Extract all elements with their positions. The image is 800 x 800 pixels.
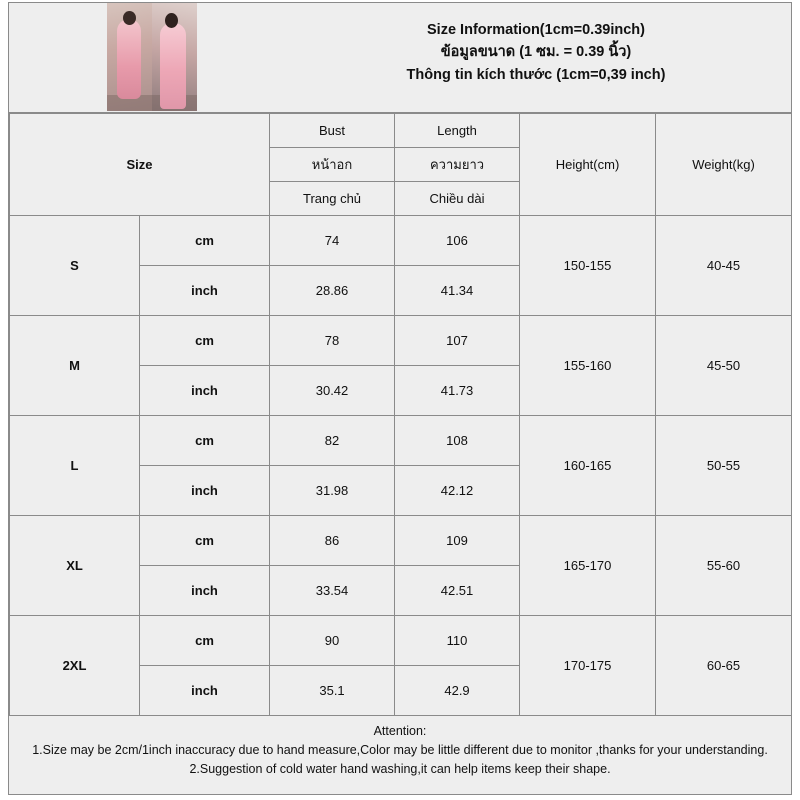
length-inch: 42.12 — [395, 466, 520, 516]
header-height: Height(cm) — [520, 114, 656, 216]
header-bust-vi: Trang chủ — [270, 182, 395, 216]
attention-line-2: 2.Suggestion of cold water hand washing,it can help items keep their shape. — [189, 761, 611, 776]
weight-range: 50-55 — [656, 416, 792, 516]
row-size-label: 2XL — [10, 616, 140, 716]
bust-inch: 33.54 — [270, 566, 395, 616]
unit-cm: cm — [140, 616, 270, 666]
row-size-label: L — [10, 416, 140, 516]
model-head-left — [123, 11, 136, 25]
length-cm: 107 — [395, 316, 520, 366]
height-range: 170-175 — [520, 616, 656, 716]
header-length-en: Length — [395, 114, 520, 148]
height-range: 160-165 — [520, 416, 656, 516]
length-inch: 41.34 — [395, 266, 520, 316]
table-row — [10, 416, 792, 466]
unit-inch: inch — [140, 366, 270, 416]
table-row — [10, 316, 792, 366]
length-cm: 110 — [395, 616, 520, 666]
bust-cm: 82 — [270, 416, 395, 466]
header-length-th: ความยาว — [395, 148, 520, 182]
height-range: 150-155 — [520, 216, 656, 316]
model-figure-left — [117, 19, 141, 99]
unit-cm: cm — [140, 516, 270, 566]
unit-inch: inch — [140, 266, 270, 316]
header-bust-th: หน้าอก — [270, 148, 395, 182]
length-cm: 106 — [395, 216, 520, 266]
bust-cm: 78 — [270, 316, 395, 366]
height-range: 165-170 — [520, 516, 656, 616]
unit-cm: cm — [140, 416, 270, 466]
header-length-vi: Chiều dài — [395, 182, 520, 216]
row-size-label: XL — [10, 516, 140, 616]
weight-range: 40-45 — [656, 216, 792, 316]
bust-inch: 31.98 — [270, 466, 395, 516]
table-row — [10, 516, 792, 566]
length-inch: 42.51 — [395, 566, 520, 616]
unit-cm: cm — [140, 216, 270, 266]
table-row — [10, 216, 792, 266]
height-range: 155-160 — [520, 316, 656, 416]
header-weight: Weight(kg) — [656, 114, 792, 216]
length-inch: 41.73 — [395, 366, 520, 416]
length-cm: 109 — [395, 516, 520, 566]
size-chart-container — [8, 2, 792, 795]
bust-inch: 28.86 — [270, 266, 395, 316]
unit-inch: inch — [140, 566, 270, 616]
table-header-row-1 — [10, 114, 792, 148]
size-table — [9, 113, 792, 716]
unit-cm: cm — [140, 316, 270, 366]
bust-cm: 86 — [270, 516, 395, 566]
product-photo — [107, 3, 197, 111]
weight-range: 60-65 — [656, 616, 792, 716]
chart-title-block — [281, 19, 791, 86]
title-vietnamese: Thông tin kích thước (1cm=0,39 inch) — [406, 66, 666, 83]
model-figure-right — [160, 23, 186, 109]
length-inch: 42.9 — [395, 666, 520, 716]
attention-title: Attention: — [373, 724, 427, 738]
row-size-label: M — [10, 316, 140, 416]
model-head-right — [165, 13, 178, 28]
bust-cm: 74 — [270, 216, 395, 266]
length-cm: 108 — [395, 416, 520, 466]
row-size-label: S — [10, 216, 140, 316]
chart-header — [9, 3, 791, 113]
unit-inch: inch — [140, 666, 270, 716]
attention-line-1: 1.Size may be 2cm/1inch inaccuracy due to hand measure,Color may be little different due to monitor ,thanks for your understanding. — [32, 742, 768, 757]
title-english: Size Information(1cm=0.39inch) — [427, 22, 645, 38]
bust-inch: 35.1 — [270, 666, 395, 716]
attention-block — [9, 716, 791, 782]
weight-range: 55-60 — [656, 516, 792, 616]
weight-range: 45-50 — [656, 316, 792, 416]
unit-inch: inch — [140, 466, 270, 516]
title-thai: ข้อมูลขนาด (1 ซม. = 0.39 นิ้ว) — [440, 44, 632, 61]
bust-inch: 30.42 — [270, 366, 395, 416]
header-bust-en: Bust — [270, 114, 395, 148]
bust-cm: 90 — [270, 616, 395, 666]
table-row — [10, 616, 792, 666]
header-size: Size — [10, 114, 270, 216]
